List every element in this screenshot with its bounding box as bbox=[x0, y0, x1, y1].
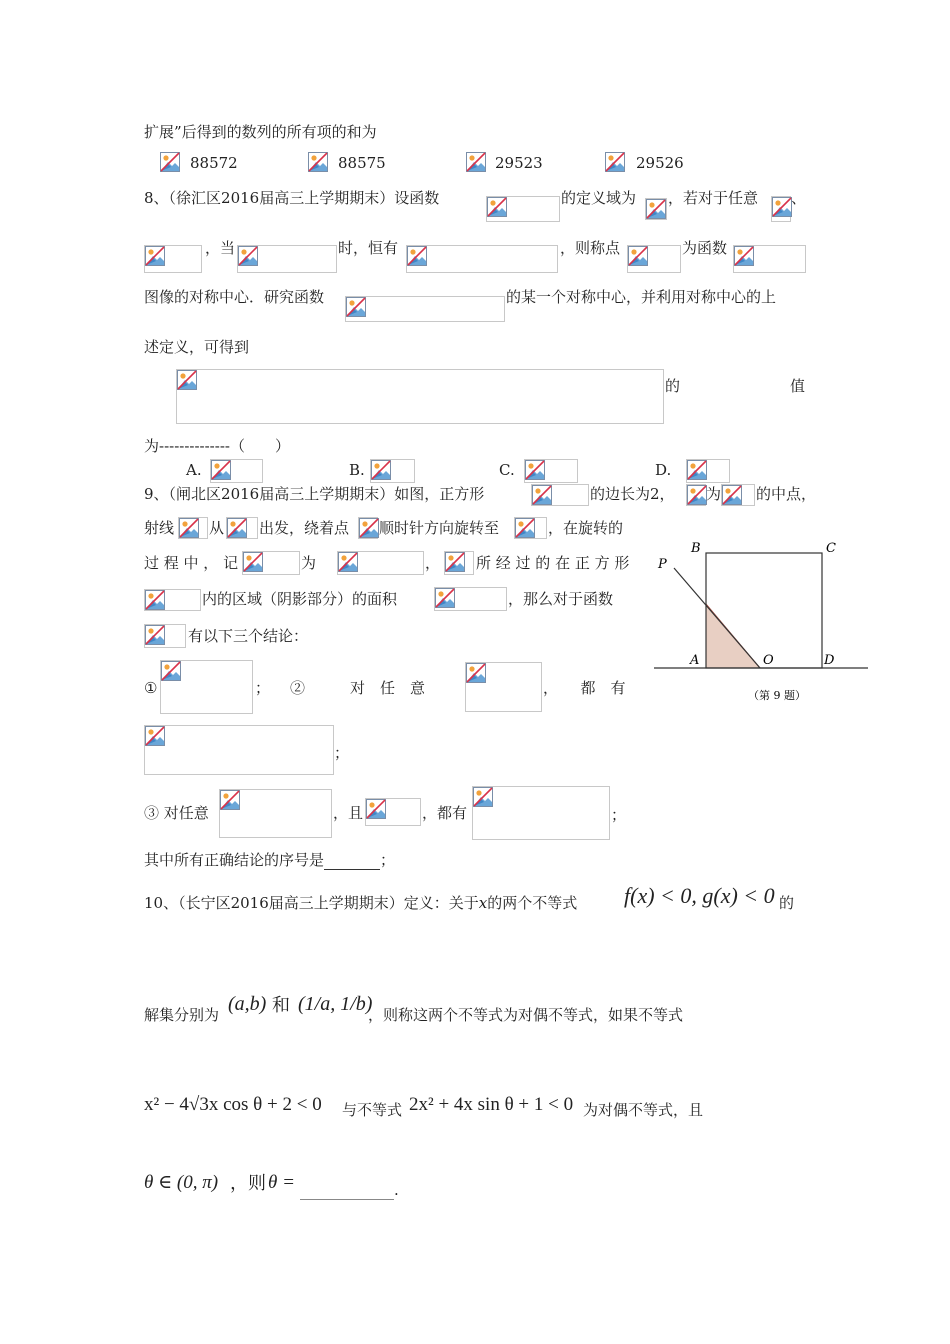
broken-image-icon bbox=[435, 588, 455, 608]
broken-image-icon bbox=[525, 460, 545, 480]
q9-text: 内的区域（阴影部分）的面积 bbox=[202, 590, 398, 608]
broken-image-icon bbox=[487, 197, 507, 217]
q8-text: 的定义域为 bbox=[561, 189, 637, 207]
broken-image-icon bbox=[359, 518, 379, 538]
q7-option-a: 88572 bbox=[190, 154, 238, 172]
broken-image-icon bbox=[145, 625, 165, 645]
q9-text: ； bbox=[255, 679, 271, 697]
q10-var: x bbox=[478, 894, 488, 912]
q9-answer-line bbox=[144, 850, 395, 870]
formula-image bbox=[337, 551, 424, 575]
q8-text: 的某一个对称中心，并利用对称中心的上 bbox=[506, 288, 777, 306]
q8-text: 8、（徐汇区2016届高三上学期期末）设函数 bbox=[144, 189, 440, 207]
q10-text: 和 bbox=[272, 995, 290, 1016]
q9-text: 的中点， bbox=[756, 485, 817, 503]
q9-conclusion-3: ③ 对任意 bbox=[144, 804, 209, 822]
broken-image-icon bbox=[161, 661, 181, 681]
q9-text: ； bbox=[334, 744, 350, 762]
formula-image bbox=[226, 517, 258, 539]
q7-line1: 扩展”后得到的数列的所有项的和为 bbox=[144, 123, 377, 141]
q10-text: 与不等式 bbox=[342, 1101, 403, 1119]
q8-text: 为--------------（ ） bbox=[144, 437, 290, 455]
broken-image-icon bbox=[532, 485, 552, 505]
broken-image-icon bbox=[466, 152, 486, 172]
q10-text: 解集分别为 bbox=[144, 1006, 220, 1024]
q10-text: 10、（长宁区2016届高三上学期期末）定义：关于 bbox=[144, 894, 479, 912]
broken-image-icon bbox=[238, 246, 258, 266]
broken-image-icon bbox=[366, 799, 386, 819]
broken-image-icon bbox=[515, 518, 535, 538]
broken-image-icon bbox=[473, 787, 493, 807]
formula-image bbox=[531, 484, 589, 506]
formula-image bbox=[514, 517, 547, 539]
q9-text: ，都有 bbox=[422, 804, 468, 822]
q9-text: 其中所有正确结论的序号是 bbox=[144, 851, 325, 869]
q9-text: ，且 bbox=[333, 804, 364, 822]
q10-text: 为对偶不等式，且 bbox=[583, 1101, 704, 1119]
broken-image-icon bbox=[722, 485, 742, 505]
formula-image bbox=[721, 484, 755, 506]
q9-text: 射线 bbox=[144, 519, 175, 537]
broken-image-icon bbox=[687, 485, 707, 505]
formula-image bbox=[686, 459, 730, 483]
label-c: C bbox=[826, 541, 836, 556]
formula-image bbox=[733, 245, 806, 273]
label-a: A bbox=[690, 653, 700, 668]
formula-image bbox=[358, 517, 378, 539]
q8-text: 值 bbox=[790, 377, 806, 395]
broken-image-icon bbox=[220, 790, 240, 810]
figure-caption: （第 9 题） bbox=[748, 689, 806, 702]
q8-option-label: B. bbox=[349, 461, 365, 479]
q9-conclusion-2: ② 对 任 意 bbox=[290, 679, 426, 697]
formula-image bbox=[210, 459, 263, 483]
formula-image bbox=[434, 587, 507, 611]
q10-formula: f(x) < 0, g(x) < 0 bbox=[624, 883, 775, 908]
q9-text: 的边长为2， bbox=[590, 485, 675, 503]
broken-image-icon bbox=[227, 518, 247, 538]
q10-text: . bbox=[394, 1181, 399, 1199]
q9-text: ； bbox=[380, 851, 396, 869]
q10-formula: 2x² + 4x sin θ + 1 < 0 bbox=[409, 1094, 574, 1115]
q10-formula: (1/a, 1/b) bbox=[298, 993, 373, 1015]
q10-answer bbox=[300, 1180, 399, 1200]
q10-text: 的 bbox=[779, 894, 795, 912]
broken-image-icon bbox=[466, 663, 486, 683]
answer-blank bbox=[324, 853, 380, 870]
broken-image-icon bbox=[407, 246, 427, 266]
answer-blank bbox=[300, 1181, 394, 1200]
broken-image-icon bbox=[145, 246, 165, 266]
q7-option-d: 29526 bbox=[636, 154, 684, 172]
label-d: D bbox=[824, 653, 835, 668]
broken-image-icon bbox=[646, 199, 666, 219]
q10-text: ，则 bbox=[230, 1173, 266, 1194]
formula-image bbox=[176, 369, 664, 424]
formula-image bbox=[645, 198, 667, 220]
q8-text: 、 bbox=[791, 189, 807, 207]
broken-image-icon bbox=[160, 152, 180, 172]
formula-image bbox=[178, 517, 208, 539]
q9-text: 为 bbox=[301, 554, 317, 572]
q10-formula: θ ∈ (0, π) bbox=[144, 1172, 219, 1193]
label-b: B bbox=[691, 541, 701, 556]
q8-text: 为函数 bbox=[682, 239, 728, 257]
broken-image-icon bbox=[605, 152, 625, 172]
formula-image bbox=[486, 196, 560, 222]
broken-image-icon bbox=[243, 552, 263, 572]
formula-image bbox=[237, 245, 337, 273]
broken-image-icon bbox=[772, 197, 792, 217]
square-rotation-figure bbox=[652, 540, 872, 710]
q10-formula: θ = bbox=[268, 1172, 295, 1193]
formula-image bbox=[144, 245, 202, 273]
formula-image bbox=[627, 245, 681, 273]
formula-image bbox=[524, 459, 578, 483]
q9-text: 为 bbox=[706, 485, 722, 503]
formula-image bbox=[160, 660, 253, 714]
q9-text: ，在旋转的 bbox=[548, 519, 624, 537]
formula-image bbox=[144, 725, 334, 775]
q9-text: ； bbox=[611, 806, 627, 824]
broken-image-icon bbox=[346, 297, 366, 317]
q9-text: 9、（闸北区2016届高三上学期期末）如图，正方形 bbox=[144, 485, 485, 503]
broken-image-icon bbox=[177, 370, 197, 390]
formula-image bbox=[219, 789, 332, 838]
label-p: P bbox=[658, 557, 667, 572]
q9-conclusion-1: ① bbox=[144, 679, 158, 697]
q9-text: 从 bbox=[209, 519, 225, 537]
q8-text: ，当 bbox=[205, 239, 236, 257]
broken-image-icon bbox=[179, 518, 199, 538]
q8-text: ，若对于任意 bbox=[668, 189, 759, 207]
formula-image bbox=[686, 484, 706, 506]
broken-image-icon bbox=[687, 460, 707, 480]
formula-image bbox=[345, 296, 505, 322]
q8-text: 的 bbox=[665, 377, 681, 395]
q9-text: 过 程 中 ， 记 bbox=[144, 554, 239, 572]
q8-option-label: C. bbox=[499, 461, 515, 479]
broken-image-icon bbox=[308, 152, 328, 172]
formula-image bbox=[144, 589, 201, 611]
formula-image bbox=[444, 551, 474, 575]
label-o: O bbox=[763, 653, 774, 668]
q7-option-b: 88575 bbox=[338, 154, 386, 172]
q8-text: 图像的对称中心．研究函数 bbox=[144, 288, 325, 306]
broken-image-icon bbox=[628, 246, 648, 266]
q8-option-label: D. bbox=[655, 461, 672, 479]
broken-image-icon bbox=[145, 726, 165, 746]
q8-text: 述定义，可得到 bbox=[144, 338, 250, 356]
q9-text: 所 经 过 的 在 正 方 形 bbox=[476, 554, 630, 572]
q10-text: ，则称这两个不等式为对偶不等式，如果不等式 bbox=[368, 1006, 684, 1024]
q9-text: 有以下三个结论： bbox=[188, 627, 309, 645]
formula-image bbox=[365, 798, 421, 826]
q9-text: 出发，绕着点 bbox=[259, 519, 350, 537]
broken-image-icon bbox=[145, 590, 165, 610]
formula-image bbox=[771, 196, 791, 222]
q9-text: ，那么对于函数 bbox=[508, 590, 614, 608]
q10-formula: x² − 4√3x cos θ + 2 < 0 bbox=[144, 1094, 322, 1115]
broken-image-icon bbox=[371, 460, 391, 480]
formula-image bbox=[465, 662, 542, 712]
formula-image bbox=[370, 459, 415, 483]
q10-formula: (a,b) bbox=[228, 993, 267, 1015]
q8-text: ，则称点 bbox=[560, 239, 621, 257]
formula-image bbox=[242, 551, 300, 575]
q9-text: ， 都 有 bbox=[543, 679, 626, 697]
q10-text: 的两个不等式 bbox=[487, 894, 578, 912]
q9-text: ， bbox=[425, 554, 441, 572]
q7-option-c: 29523 bbox=[495, 154, 543, 172]
broken-image-icon bbox=[445, 552, 465, 572]
formula-image bbox=[406, 245, 558, 273]
broken-image-icon bbox=[211, 460, 231, 480]
q9-text: 顺时针方向旋转至 bbox=[379, 519, 500, 537]
q8-option-label: A. bbox=[186, 461, 202, 479]
q10-line1 bbox=[144, 893, 577, 913]
q8-text: 时，恒有 bbox=[338, 239, 399, 257]
broken-image-icon bbox=[734, 246, 754, 266]
formula-image bbox=[144, 624, 186, 648]
broken-image-icon bbox=[338, 552, 358, 572]
formula-image bbox=[472, 786, 610, 840]
